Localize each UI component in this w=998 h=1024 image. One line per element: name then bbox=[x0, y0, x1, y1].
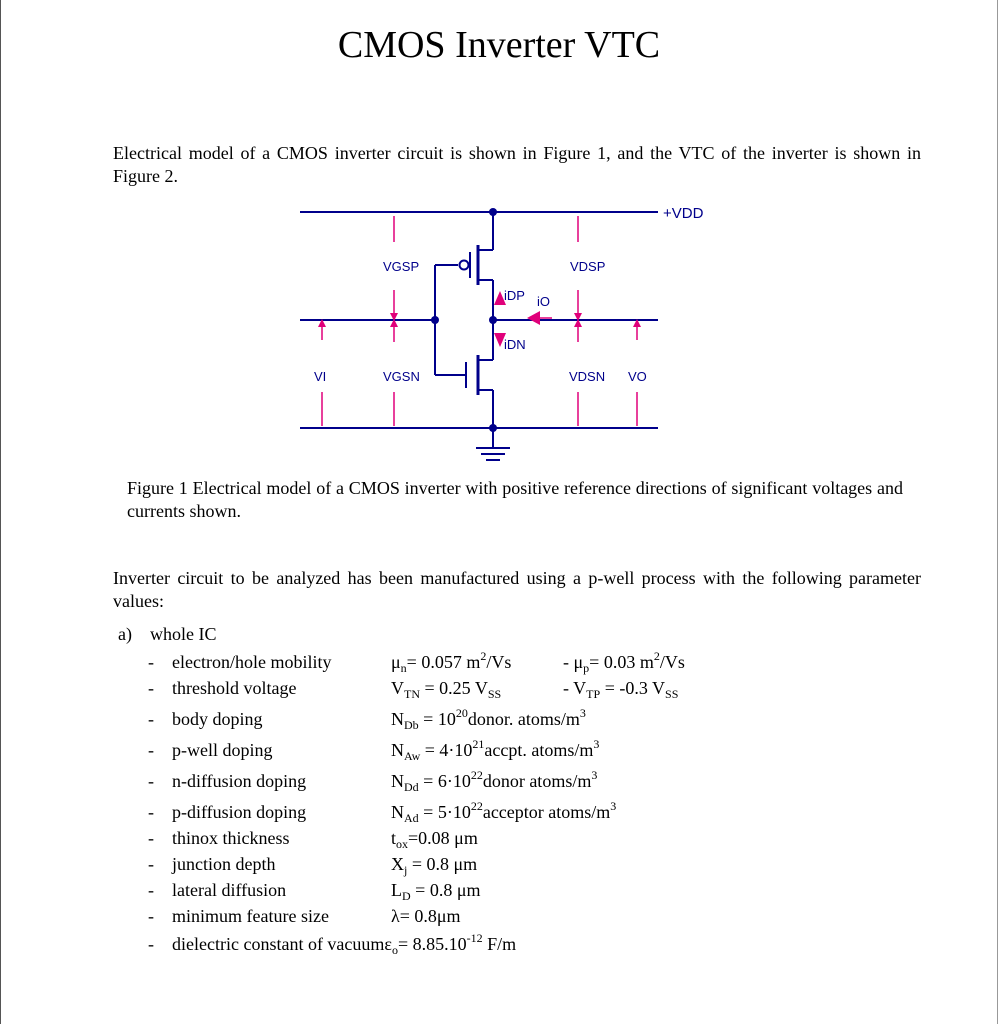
io-arrow bbox=[527, 311, 540, 325]
dash: - bbox=[148, 828, 154, 848]
vdsp-label: VDSP bbox=[570, 259, 606, 274]
pwell-doping-label: p-well doping bbox=[172, 740, 273, 760]
vgsp-label: VGSP bbox=[383, 259, 420, 274]
xj-label: junction depth bbox=[172, 854, 276, 874]
dash: - bbox=[148, 906, 154, 926]
pdiff-doping-label: p-diffusion doping bbox=[172, 802, 307, 822]
dash: - bbox=[148, 709, 154, 729]
vdd-label: +VDD bbox=[663, 205, 704, 222]
pdiff-doping-value: $N_{Ad}$ = $5\cdot 10^{22}acceptor$ atoms/$m^3$ bbox=[391, 799, 617, 825]
dash: - bbox=[148, 854, 154, 874]
vdsn-label: VDSN bbox=[569, 369, 606, 384]
idp-label: iDP bbox=[504, 288, 525, 303]
page-left-edge bbox=[0, 0, 1, 1024]
body-doping-value: $N_{Db}$ = $10^{20}donor$. atoms/$m^3$ bbox=[391, 706, 586, 732]
pmos-gate-bubble bbox=[460, 261, 469, 270]
vtp-value: - $V_{TP} = -0.3$ $V_{SS}$ bbox=[563, 678, 679, 701]
tox-value: $t_{ox}=0.08$ μm bbox=[391, 828, 478, 851]
cmos-inverter-schematic bbox=[295, 195, 725, 475]
tox-label: thinox thickness bbox=[172, 828, 290, 848]
epsilon-line: dielectric constant of vacuumε$_o$= $8.85.10^{-12}$ F/m bbox=[172, 931, 517, 957]
vo-label: VO bbox=[628, 369, 647, 384]
dash: - bbox=[148, 802, 154, 822]
ld-label: lateral diffusion bbox=[172, 880, 287, 900]
io-label: iO bbox=[537, 294, 550, 309]
lambda-value: λ= 0.8μm bbox=[391, 906, 461, 926]
section-a-heading: a) whole IC bbox=[118, 624, 217, 644]
mobility-label: electron/hole mobility bbox=[172, 652, 332, 672]
vgsn-label: VGSN bbox=[383, 369, 420, 384]
figure-caption: Figure 1 Electrical model of a CMOS inverter with positive reference directions of significant voltages and currents shown. bbox=[127, 478, 903, 521]
mu-n-value: $\mu_n= 0.057$ $m^2/Vs$ bbox=[391, 649, 512, 675]
intro-paragraph: Electrical model of a CMOS inverter circuit is shown in Figure 1, and the VTC of the inverter is shown in Figure 2. bbox=[113, 143, 921, 186]
feature-size-label: minimum feature size bbox=[172, 906, 329, 926]
ld-value: $L_D = 0.8$ μm bbox=[391, 880, 481, 903]
process-paragraph: Inverter circuit to be analyzed has been manufactured using a p-well process with the following parameter values: bbox=[113, 568, 921, 611]
dash: - bbox=[148, 771, 154, 791]
idn-label: iDN bbox=[504, 337, 526, 352]
vi-label: VI bbox=[314, 369, 327, 384]
dash: - bbox=[148, 740, 154, 760]
vtn-value: $V_{TN} = 0.25$ $V_{SS}$ bbox=[391, 678, 502, 701]
xj-value: $X_j = 0.8$ μm bbox=[391, 854, 478, 877]
dash: - bbox=[148, 652, 154, 672]
ndiff-doping-label: n-diffusion doping bbox=[172, 771, 307, 791]
ndiff-doping-value: $N_{Dd}$ = $6\cdot 10^{22}donor$ atoms/$m^3$ bbox=[391, 768, 598, 794]
dash: - bbox=[148, 880, 154, 900]
threshold-label: threshold voltage bbox=[172, 678, 297, 698]
mu-p-value: - $\mu_p= 0.03$ $m^2/Vs$ bbox=[563, 649, 685, 675]
dash: - bbox=[148, 678, 154, 698]
dash: - bbox=[148, 934, 154, 954]
body-doping-label: body doping bbox=[172, 709, 263, 729]
pwell-doping-value: $N_{Aw}$ = $4\cdot 10^{21}accpt$. atoms/$m^3$ bbox=[391, 737, 600, 763]
page-title: CMOS Inverter VTC bbox=[337, 24, 661, 66]
